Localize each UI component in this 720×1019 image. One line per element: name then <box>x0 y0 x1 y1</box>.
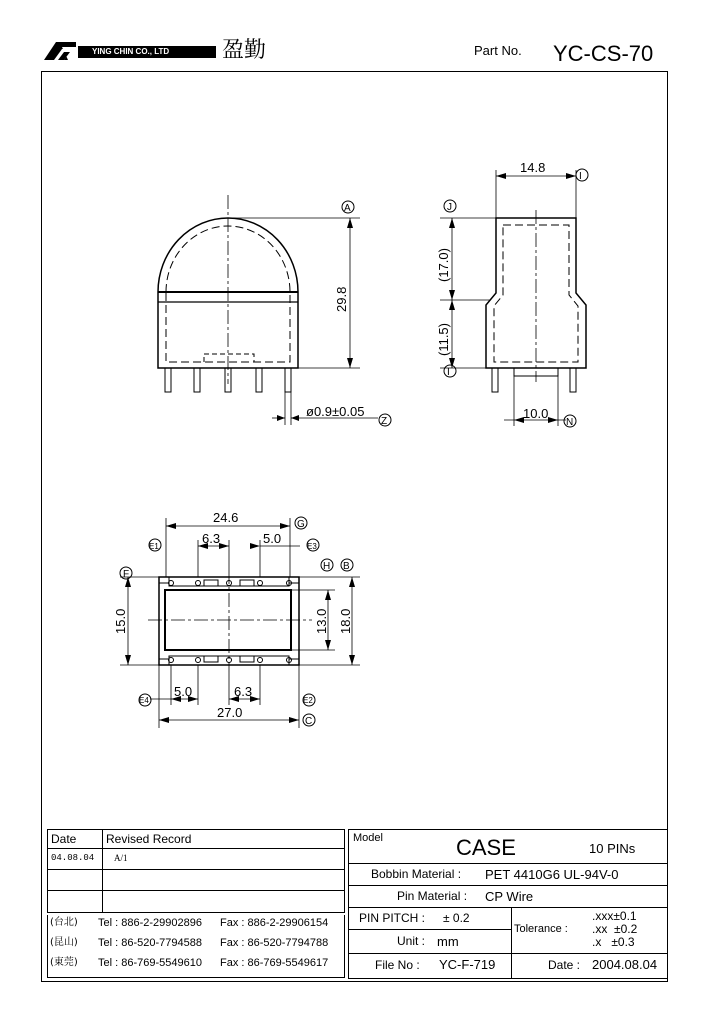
contact-fax: Fax : 886-2-29906154 <box>220 917 329 929</box>
contact-region: (台北) <box>50 917 78 928</box>
bottom-width-dim: 27.0 <box>217 705 243 720</box>
spec-model-row <box>349 830 667 864</box>
contact-tel: Tel : 886-2-29902896 <box>98 917 202 929</box>
bottom-outer-height: 18.0 <box>338 608 353 634</box>
revision-row <box>48 869 344 891</box>
spec-pin-material-row <box>349 885 667 908</box>
contact-tel: Tel : 86-520-7794588 <box>98 937 202 949</box>
contact-tel: Tel : 86-769-5549610 <box>98 957 202 969</box>
revision-col-date: Date <box>51 832 77 846</box>
side-upper-ref: J <box>447 202 452 213</box>
part-no-label: Part No. <box>474 43 522 58</box>
revision-row <box>48 848 344 870</box>
contact-fax: Fax : 86-520-7794788 <box>220 937 329 949</box>
tolerance-label: Tolerance : <box>514 923 568 935</box>
model-label: Model <box>353 832 383 844</box>
revision-table <box>47 829 345 913</box>
bottom-pitch-right-bottom: 6.3 <box>234 684 253 699</box>
contacts <box>47 915 345 978</box>
bottom-ref-h: H <box>323 561 331 572</box>
file-no-value: YC-F-719 <box>439 957 496 972</box>
pin-material-value: CP Wire <box>485 889 534 904</box>
spec-block <box>348 829 668 979</box>
side-width-ref: I <box>579 171 582 182</box>
date-label: Date : <box>548 958 581 972</box>
revision-col-record: Revised Record <box>106 832 192 846</box>
side-lower-dim: (11.5) <box>436 323 451 356</box>
spec-bobbin-row <box>349 863 667 886</box>
bottom-ref-b: B <box>343 561 350 572</box>
company-name-cn: 盈勤 <box>222 38 267 63</box>
company-name-en: YING CHIN CO., LTD <box>92 47 170 56</box>
spec-unit-row <box>349 929 511 954</box>
front-height-ref: A <box>344 203 351 214</box>
unit-value: mm <box>437 934 459 949</box>
pin-material-label: Pin Material : <box>397 889 468 903</box>
bottom-ref-f: F <box>123 569 130 580</box>
bottom-left-height: 15.0 <box>113 608 128 634</box>
unit-label: Unit : <box>397 934 426 948</box>
model-value: CASE <box>456 835 516 860</box>
contact-region: (東莞) <box>50 957 78 968</box>
pins-value: 10 PINs <box>589 841 636 856</box>
bottom-pitch-right-top: 5.0 <box>263 531 282 546</box>
bottom-top-width-ref: G <box>297 519 305 530</box>
revision-record: A/1 <box>114 853 128 863</box>
part-no: YC-CS-70 <box>553 41 654 66</box>
side-upper-dim: (17.0) <box>436 248 451 282</box>
date-value: 2004.08.04 <box>592 957 658 972</box>
bobbin-value: PET 4410G6 UL-94V-0 <box>485 867 619 882</box>
bottom-width-ref: C <box>305 716 313 727</box>
pitch-label: PIN PITCH : <box>359 911 426 925</box>
spec-file-row <box>349 953 511 978</box>
contact-region: (昆山) <box>50 937 78 948</box>
spec-pitch-row <box>349 907 511 930</box>
file-no-label: File No : <box>375 958 420 972</box>
tolerance-xxx: .xxx±0.1 <box>592 909 637 923</box>
bottom-ref-e2: E2 <box>303 696 313 705</box>
front-view <box>158 195 391 426</box>
bobbin-label: Bobbin Material : <box>371 867 462 881</box>
bottom-top-width-dim: 24.6 <box>213 510 239 525</box>
front-pin-ref: Z <box>381 416 388 427</box>
front-height-dim: 29.8 <box>334 286 349 312</box>
bottom-pitch-left-bottom: 5.0 <box>174 684 193 699</box>
bottom-inner-height: 13.0 <box>314 608 329 634</box>
revision-header <box>48 830 344 849</box>
side-view <box>440 169 588 427</box>
side-lower-ref: I <box>447 367 450 378</box>
spec-tolerance-cell <box>512 907 667 954</box>
bottom-ref-e3: E3 <box>307 542 317 551</box>
tolerance-xx: .xx ±0.2 <box>592 922 638 936</box>
pitch-value: ± 0.2 <box>443 911 470 925</box>
bottom-ref-e4: E4 <box>139 696 149 705</box>
side-base-dim: 10.0 <box>523 406 549 421</box>
contact-fax: Fax : 86-769-5549617 <box>220 957 329 969</box>
front-pin-dim: ø0.9±0.05 <box>306 404 365 419</box>
spec-date-row <box>512 953 667 978</box>
side-width-dim: 14.8 <box>520 160 546 175</box>
bottom-ref-e1: E1 <box>149 542 159 551</box>
tolerance-x: .x ±0.3 <box>592 935 635 949</box>
bottom-pitch-left-top: 6.3 <box>202 531 221 546</box>
side-base-ref: N <box>566 417 574 428</box>
revision-date: 04.08.04 <box>51 853 95 863</box>
